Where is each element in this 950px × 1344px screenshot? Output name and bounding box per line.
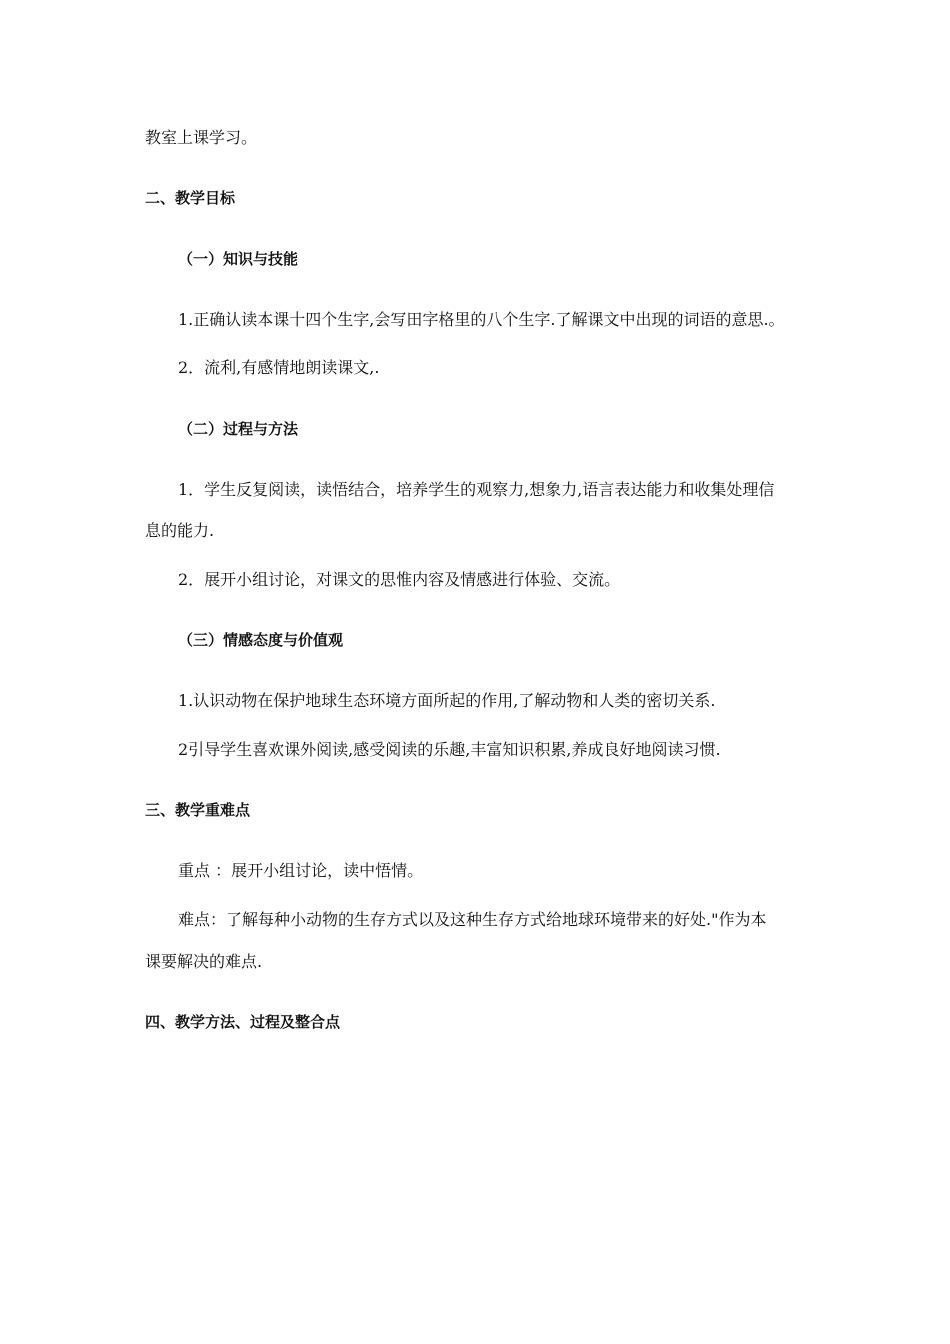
key-point: 重点 ：展开小组讨论，读中悟情。 <box>178 861 424 880</box>
section-4-title: 四、教学方法、过程及整合点 <box>145 1013 341 1031</box>
subsection-1-title: （一）知识与技能 <box>178 250 299 268</box>
subsection-1-item-1: 1.正确认读本课十四个生字,会写田字格里的八个生字.了解课文中出现的词语的意思.。 <box>178 310 785 329</box>
subsection-3-item-2: 2引导学生喜欢课外阅读,感受阅读的乐趣,丰富知识积累,养成良好地阅读习惯. <box>178 740 721 759</box>
subsection-2-title: （二）过程与方法 <box>178 420 299 438</box>
subsection-2-item-1-line-2: 息的能力. <box>145 521 215 540</box>
difficulty-line-2: 课要解决的难点. <box>145 952 263 971</box>
subsection-2-item-2: 2．展开小组讨论，对课文的思惟内容及情感进行体验、交流。 <box>178 570 621 589</box>
section-2-title: 二、教学目标 <box>145 189 236 207</box>
subsection-3-item-1: 1.认识动物在保护地球生态环境方面所起的作用,了解动物和人类的密切关系. <box>178 691 716 710</box>
subsection-3-title: （三）情感态度与价值观 <box>178 631 344 649</box>
difficulty-line-1: 难点：了解每种小动物的生存方式以及这种生存方式给地球环境带来的好处."作为本 <box>178 910 767 929</box>
subsection-2-item-1-line-1: 1．学生反复阅读，读悟结合，培养学生的观察力,想象力,语言表达能力和收集处理信 <box>178 480 775 499</box>
intro-line: 教室上课学习。 <box>145 128 258 147</box>
section-3-title: 三、教学重难点 <box>145 801 251 819</box>
subsection-1-item-2: 2．流利,有感情地朗读课文,. <box>178 358 380 377</box>
